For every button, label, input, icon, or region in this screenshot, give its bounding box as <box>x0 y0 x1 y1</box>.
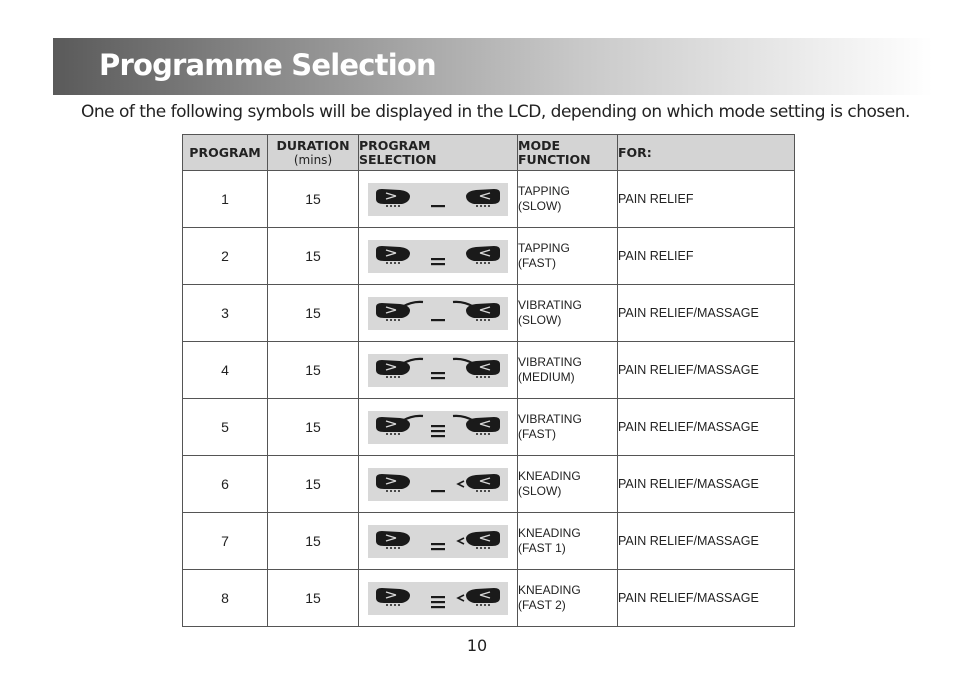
lcd-display <box>368 411 508 444</box>
mode-function-cell <box>518 285 618 342</box>
mode-function-cell <box>518 342 618 399</box>
for-cell: PAIN RELIEF/MASSAGE <box>618 399 795 456</box>
header-duration-unit: (mins) <box>293 152 333 167</box>
program-selection-cell <box>359 171 518 228</box>
table-row <box>183 342 795 399</box>
table-row <box>183 513 795 570</box>
program-number: 4 <box>183 342 268 399</box>
duration-value: 15 <box>268 228 359 285</box>
program-selection-cell <box>359 342 518 399</box>
lcd-display <box>368 525 508 558</box>
vibrating-medium-lcd-icon <box>368 354 508 387</box>
mode-name: KNEADING <box>518 583 581 597</box>
table-row <box>183 228 795 285</box>
mode-name: VIBRATING <box>518 412 582 426</box>
program-number: 6 <box>183 456 268 513</box>
mode-speed: (SLOW) <box>518 313 562 327</box>
for-cell: PAIN RELIEF/MASSAGE <box>618 342 795 399</box>
vibrating-fast-lcd-icon <box>368 411 508 444</box>
mode-function-cell <box>518 570 618 627</box>
kneading-slow-lcd-icon <box>368 468 508 501</box>
table-row <box>183 570 795 627</box>
program-number: 7 <box>183 513 268 570</box>
duration-value: 15 <box>268 513 359 570</box>
header-program: PROGRAM <box>183 135 268 171</box>
program-number: 2 <box>183 228 268 285</box>
mode-function-cell <box>518 399 618 456</box>
mode-name: KNEADING <box>518 469 581 483</box>
mode-name: TAPPING <box>518 184 570 198</box>
title-bar <box>53 38 933 95</box>
mode-name: TAPPING <box>518 241 570 255</box>
program-number: 1 <box>183 171 268 228</box>
for-cell: PAIN RELIEF/MASSAGE <box>618 456 795 513</box>
mode-function-cell <box>518 456 618 513</box>
mode-speed: (FAST 2) <box>518 598 566 612</box>
mode-name: KNEADING <box>518 526 581 540</box>
lcd-display <box>368 297 508 330</box>
mode-speed: (FAST) <box>518 256 556 270</box>
lcd-display <box>368 240 508 273</box>
for-cell: PAIN RELIEF <box>618 171 795 228</box>
tapping-fast-lcd-icon <box>368 240 508 273</box>
program-selection-cell <box>359 399 518 456</box>
lcd-display <box>368 468 508 501</box>
mode-speed: (FAST 1) <box>518 541 566 555</box>
page-number: 10 <box>466 636 488 655</box>
table-row <box>183 171 795 228</box>
program-number: 5 <box>183 399 268 456</box>
mode-function-cell <box>518 171 618 228</box>
lcd-display <box>368 183 508 216</box>
table-row <box>183 399 795 456</box>
mode-function-cell <box>518 228 618 285</box>
program-selection-cell <box>359 228 518 285</box>
header-selection-line2: SELECTION <box>359 151 437 167</box>
header-duration <box>268 135 359 171</box>
header-duration-label: DURATION <box>276 137 350 153</box>
kneading-fast1-lcd-icon <box>368 525 508 558</box>
mode-speed: (SLOW) <box>518 484 562 498</box>
mode-name: VIBRATING <box>518 298 582 312</box>
mode-function-cell <box>518 513 618 570</box>
page-title: Programme Selection <box>99 48 436 82</box>
program-table <box>182 134 795 627</box>
duration-value: 15 <box>268 570 359 627</box>
table-header-row <box>183 135 795 171</box>
duration-value: 15 <box>268 171 359 228</box>
for-cell: PAIN RELIEF/MASSAGE <box>618 285 795 342</box>
lcd-display <box>368 582 508 615</box>
for-cell: PAIN RELIEF <box>618 228 795 285</box>
mode-speed: (SLOW) <box>518 199 562 213</box>
for-cell: PAIN RELIEF/MASSAGE <box>618 513 795 570</box>
kneading-fast2-lcd-icon <box>368 582 508 615</box>
mode-speed: (MEDIUM) <box>518 370 575 384</box>
duration-value: 15 <box>268 399 359 456</box>
duration-value: 15 <box>268 342 359 399</box>
duration-value: 15 <box>268 456 359 513</box>
program-number: 8 <box>183 570 268 627</box>
table-row <box>183 285 795 342</box>
program-selection-cell <box>359 570 518 627</box>
header-selection-line1: PROGRAM <box>359 137 431 153</box>
program-selection-cell <box>359 513 518 570</box>
mode-speed: (FAST) <box>518 427 556 441</box>
duration-value: 15 <box>268 285 359 342</box>
header-mode-line2: FUNCTION <box>518 151 591 167</box>
tapping-slow-lcd-icon <box>368 183 508 216</box>
program-number: 3 <box>183 285 268 342</box>
vibrating-slow-lcd-icon <box>368 297 508 330</box>
program-selection-cell <box>359 456 518 513</box>
mode-name: VIBRATING <box>518 355 582 369</box>
header-program-selection <box>359 135 518 171</box>
header-mode-function <box>518 135 618 171</box>
lcd-display <box>368 354 508 387</box>
intro-text: One of the following symbols will be displayed in the LCD, depending on which mode setting is chosen. <box>81 102 910 122</box>
table-row <box>183 456 795 513</box>
program-selection-cell <box>359 285 518 342</box>
for-cell: PAIN RELIEF/MASSAGE <box>618 570 795 627</box>
header-for: FOR: <box>618 135 795 171</box>
header-mode-line1: MODE <box>518 137 560 153</box>
